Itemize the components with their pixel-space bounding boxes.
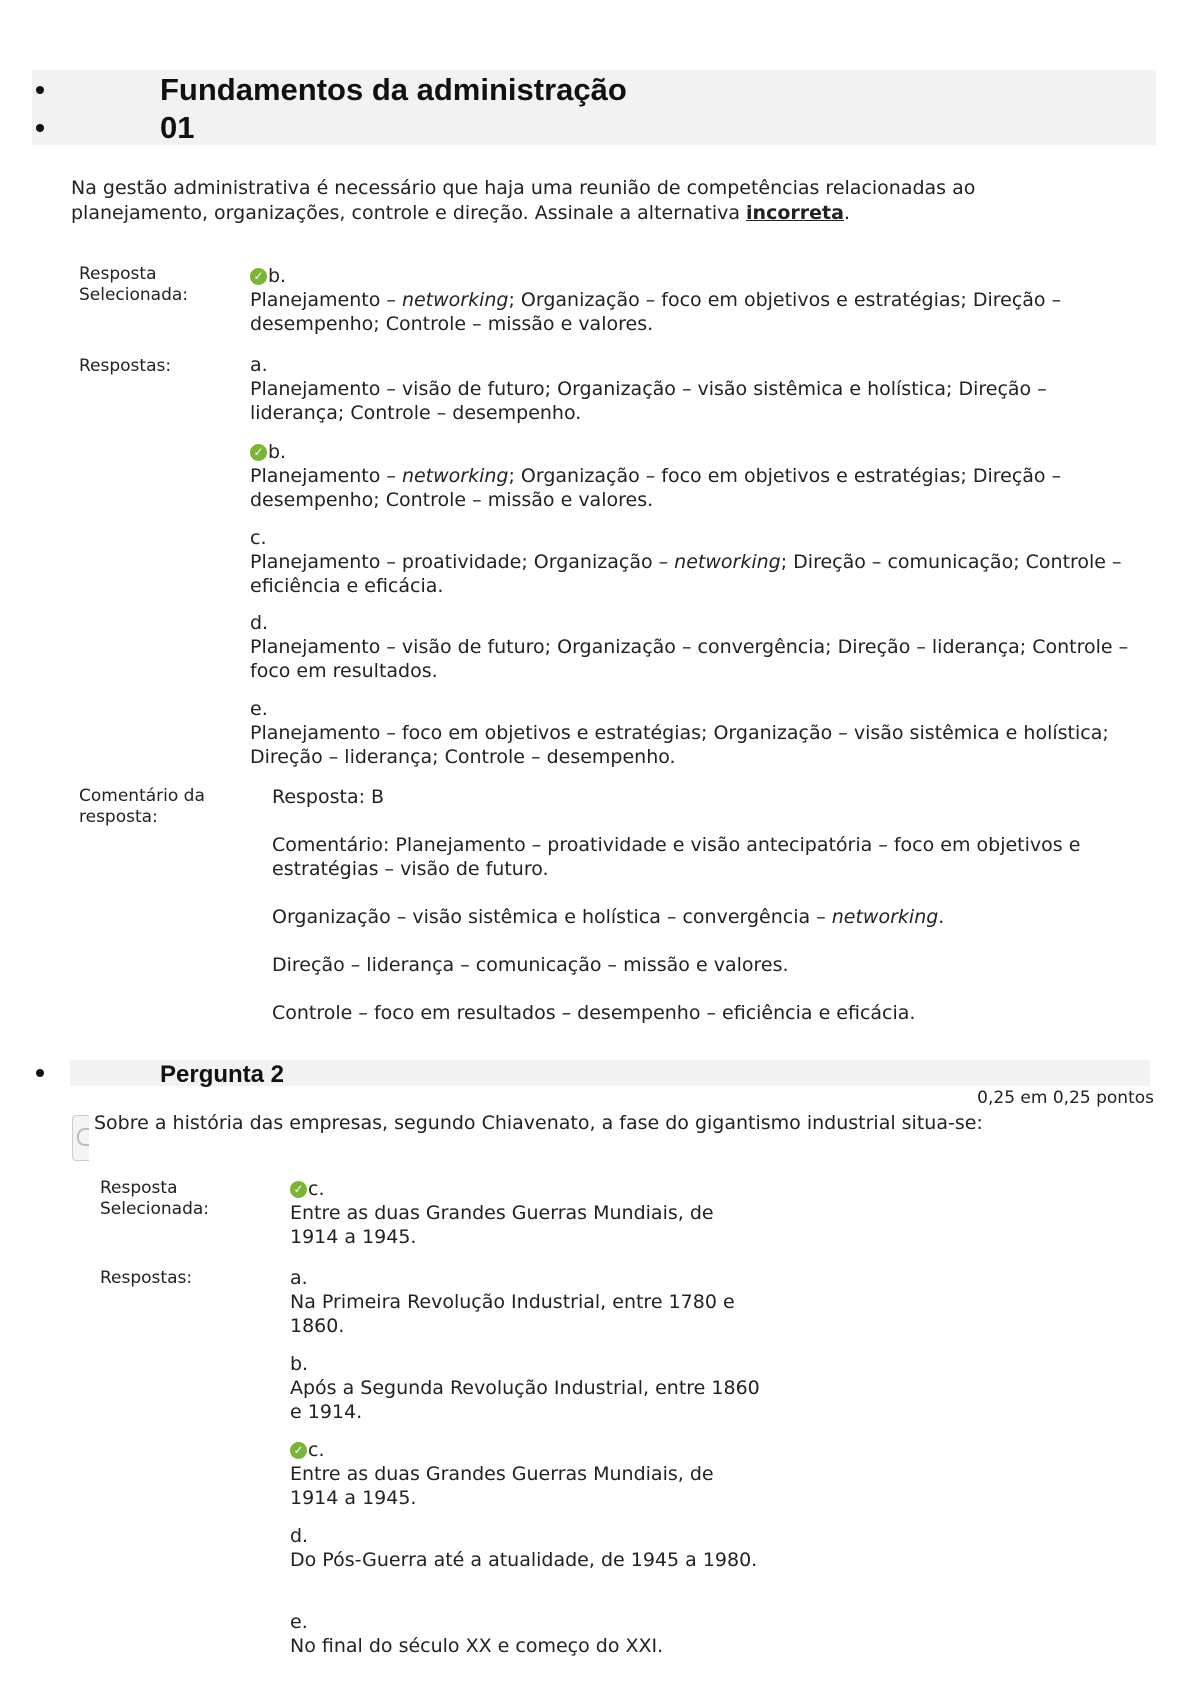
question-2-text: Sobre a história das empresas, segundo Chiavenato, a fase do gigantismo industrial situa-se: [94, 1112, 983, 1134]
answer-option-c: ✓ c. Entre as duas Grandes Guerras Mundiais, de 1914 a 1945. [290, 1439, 714, 1509]
course-title: Fundamentos da administração [160, 72, 627, 107]
comment-line: Comentário: Planejamento – proatividade e visão antecipatória – foco em objetivos e estratégias – visão de futuro. [272, 834, 1081, 880]
emphasis-incorreta: incorreta [746, 202, 844, 224]
check-circle-icon: ✓ [250, 444, 267, 461]
label-selected-answer: Resposta Selecionada: [79, 264, 189, 305]
list-bullet [36, 1069, 44, 1077]
question-2-title: Pergunta 2 [160, 1061, 285, 1088]
points-badge: 0,25 em 0,25 pontos [977, 1088, 1154, 1108]
list-bullet [36, 86, 44, 94]
answer-option-b: ✓ b. Planejamento – networking; Organização – foco em objetivos e estratégias; Direção – desempenho; Controle – missão e valores. [250, 441, 1062, 511]
answer-option-d: d. Planejamento – visão de futuro; Organização – convergência; Direção – liderança; Controle – foco em resultados. [250, 612, 1129, 682]
label-comment: Comentário da resposta: [79, 786, 205, 827]
label-answers: Respostas: [79, 356, 172, 376]
label-answers: Respostas: [100, 1268, 193, 1288]
check-circle-icon: ✓ [250, 268, 267, 285]
comment-line: Controle – foco em resultados – desempenho – eficiência e eficácia. [272, 1002, 916, 1024]
check-circle-icon: ✓ [290, 1181, 307, 1198]
answer-option-d: d. Do Pós-Guerra até a atualidade, de 1945 a 1980. [290, 1525, 758, 1571]
list-bullet [36, 124, 44, 132]
label-selected-answer: Resposta Selecionada: [100, 1178, 210, 1219]
comment-line: Direção – liderança – comunicação – missão e valores. [272, 954, 789, 976]
check-circle-icon: ✓ [290, 1442, 307, 1459]
answer-option-e: e. Planejamento – foco em objetivos e estratégias; Organização – visão sistêmica e holística; Direção – liderança; Controle – desempenho. [250, 698, 1109, 768]
question-icon [72, 1115, 89, 1161]
comment-answer: Resposta: B [272, 786, 385, 808]
selected-answer: ✓ c. Entre as duas Grandes Guerras Mundiais, de 1914 a 1945. [290, 1178, 714, 1248]
answer-option-a: a. Planejamento – visão de futuro; Organização – visão sistêmica e holística; Direção – liderança; Controle – desempenho. [250, 354, 1047, 424]
answer-option-a: a. Na Primeira Revolução Industrial, entre 1780 e 1860. [290, 1267, 735, 1337]
comment-line: Organização – visão sistêmica e holística – convergência – networking. [272, 906, 945, 928]
selected-answer: ✓ b. Planejamento – networking; Organização – foco em objetivos e estratégias; Direção – desempenho; Controle – missão e valores. [250, 265, 1062, 335]
question-text: Na gestão administrativa é necessário que haja uma reunião de competências relacionadas ao planejamento, organizações, controle e direção. Assinale a alternativa incorreta. [71, 177, 976, 224]
question-number: 01 [160, 110, 195, 145]
answer-option-e: e. No final do século XX e começo do XXI. [290, 1611, 664, 1657]
answer-option-b: b. Após a Segunda Revolução Industrial, entre 1860 e 1914. [290, 1353, 760, 1423]
answer-option-c: c. Planejamento – proatividade; Organização – networking; Direção – comunicação; Controle – eficiência e eficácia. [250, 527, 1122, 597]
